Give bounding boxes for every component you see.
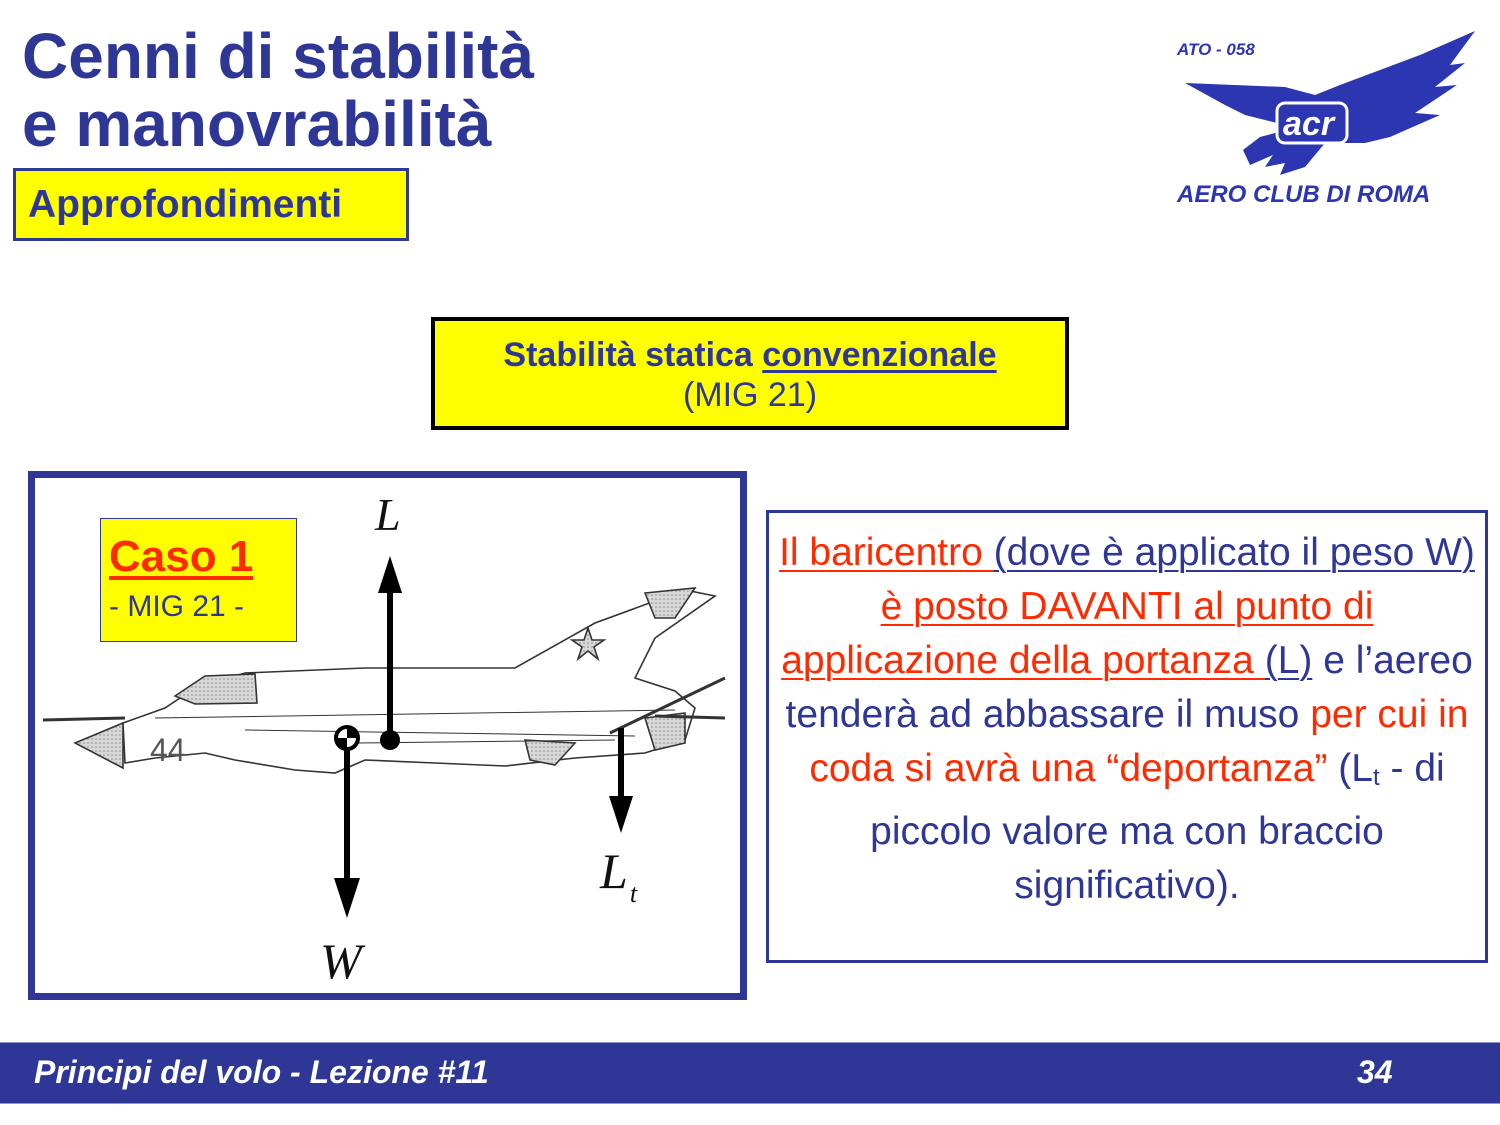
tail-lift-label: $L_t$ bbox=[600, 843, 638, 908]
page-number: 34 bbox=[1357, 1054, 1393, 1090]
explanation-box bbox=[766, 510, 1488, 963]
section-badge: Approfondimenti bbox=[13, 168, 409, 241]
logo-code: ATO - 058 bbox=[1177, 40, 1255, 59]
aero-club-logo bbox=[1165, 25, 1485, 215]
subject-prefix: Stabilità statica bbox=[503, 336, 763, 374]
logo-monogram: acr bbox=[1283, 105, 1335, 143]
aircraft-force-diagram bbox=[28, 471, 747, 1000]
case-subtitle: - MIG 21 - bbox=[109, 590, 245, 623]
text-segment: per cui in coda si avrà una “deportanza” bbox=[809, 693, 1469, 790]
footer-bar bbox=[0, 1042, 1500, 1104]
subject-line-2: (MIG 21) bbox=[682, 376, 818, 414]
footer-text: Principi del volo - Lezione #11 bbox=[34, 1054, 489, 1090]
aircraft-number: 44 bbox=[150, 732, 186, 768]
eagle-icon bbox=[1165, 25, 1485, 215]
text-segment: è posto DAVANTI al punto di applicazione della portanza bbox=[781, 585, 1374, 682]
text-segment: Il baricentro bbox=[779, 531, 994, 574]
text-segment: - di piccolo valore ma con braccio significativo). bbox=[870, 747, 1445, 907]
subject-line-1 bbox=[435, 335, 1065, 375]
title-line-1: Cenni di stabilità bbox=[22, 20, 535, 92]
title-line-2: e manovrabilità bbox=[22, 88, 492, 160]
subject-underlined: convenzionale bbox=[762, 336, 997, 374]
text-segment: (L bbox=[1327, 747, 1373, 790]
text-segment: (dove è applicato il peso W) bbox=[993, 531, 1475, 574]
lift-label: L bbox=[375, 489, 401, 540]
subject-box bbox=[431, 317, 1069, 430]
case-label-box bbox=[100, 518, 297, 642]
text-subscript: t bbox=[1372, 764, 1380, 791]
slide-title bbox=[22, 22, 534, 158]
case-title: Caso 1 bbox=[109, 532, 254, 581]
weight-label: W bbox=[320, 933, 362, 989]
text-segment: e l’aereo tenderà ad abbassare il muso bbox=[785, 639, 1473, 736]
text-segment: (L) bbox=[1264, 639, 1313, 682]
logo-name: AERO CLUB DI ROMA bbox=[1177, 181, 1431, 208]
